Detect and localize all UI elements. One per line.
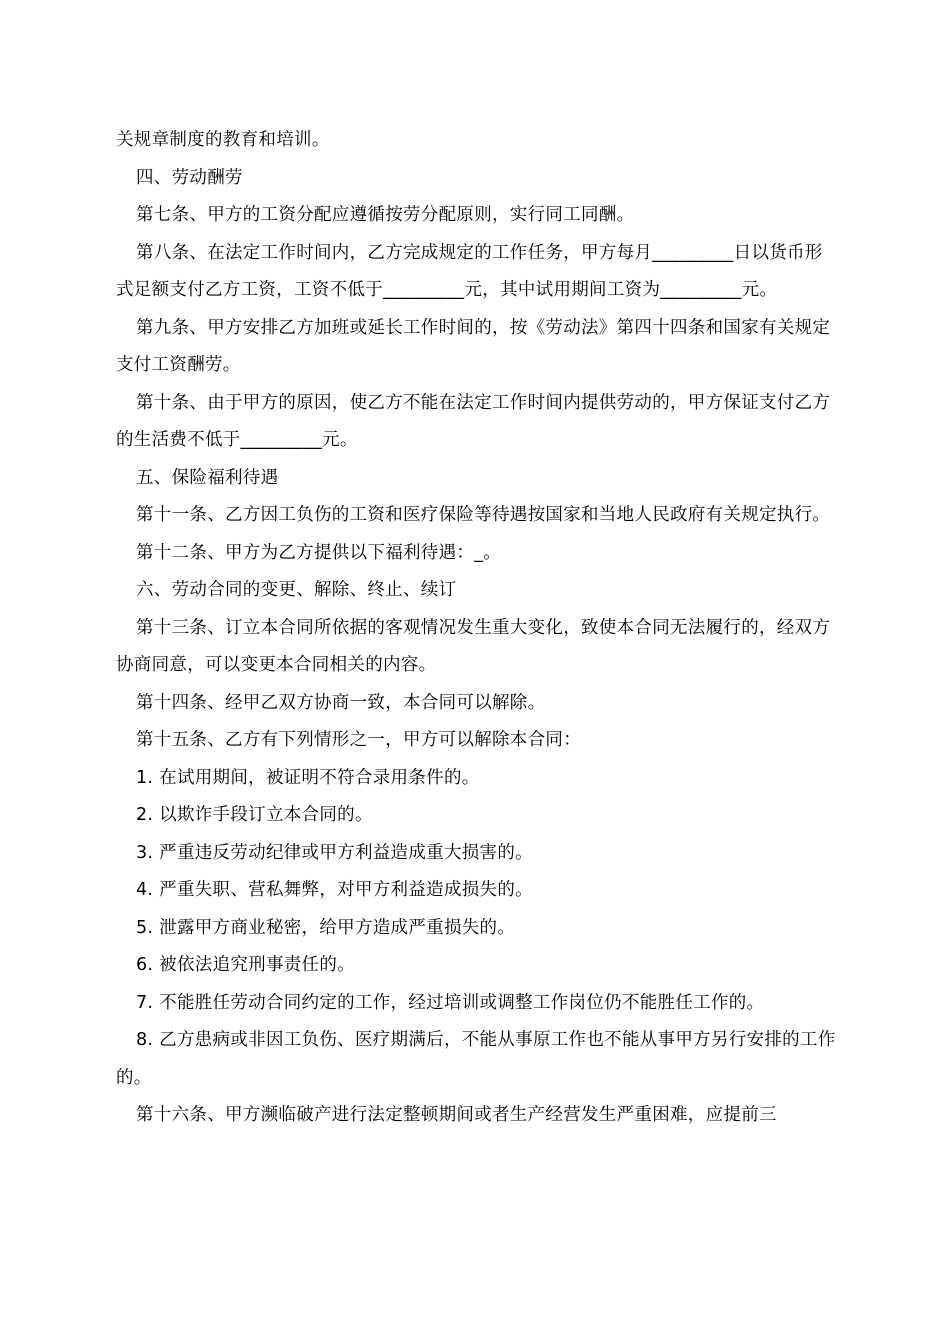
list-item-2: 2. 以欺诈手段订立本合同的。 bbox=[136, 805, 373, 825]
article-7: 第七条、甲方的工资分配应遵循按劳分配原则，实行同工同酬。 bbox=[136, 205, 635, 225]
list-item-4: 4. 严重失职、营私舞弊，对甲方利益造成损失的。 bbox=[136, 880, 533, 900]
list-item-6: 6. 被依法追究刑事责任的。 bbox=[136, 955, 355, 975]
article-14: 第十四条、经甲乙双方协商一致，本合同可以解除。 bbox=[136, 692, 546, 713]
document-body bbox=[116, 122, 836, 1135]
paragraph-continuation: 关规章制度的教育和培训。 bbox=[116, 130, 330, 150]
section-heading-contract-changes: 六、劳动合同的变更、解除、终止、续订 bbox=[136, 580, 457, 600]
section-heading-insurance: 五、保险福利待遇 bbox=[136, 467, 279, 488]
list-item-5: 5. 泄露甲方商业秘密，给甲方造成严重损失的。 bbox=[136, 917, 516, 938]
article-16: 第十六条、甲方濒临破产进行法定整顿期间或者生产经营发生严重困难，应提前三 bbox=[136, 1105, 777, 1125]
list-item-1: 1. 在试用期间，被证明不符合录用条件的。 bbox=[136, 767, 480, 788]
article-13: 第十三条、订立本合同所依据的客观情况发生重大变化，致使本合同无法履行的，经双方协商同意，可以变更本合同相关的内容。 bbox=[116, 617, 831, 675]
article-10: 第十条、由于甲方的原因，使乙方不能在法定工作时间内提供劳动的，甲方保证支付乙方的生活费不低于_________元。 bbox=[116, 392, 831, 450]
article-8: 第八条、在法定工作时间内，乙方完成规定的工作任务，甲方每月_________日以货币形式足额支付乙方工资，工资不低于_________元，其中试用期间工资为_________元。 bbox=[116, 242, 823, 300]
list-item-7: 7. 不能胜任劳动合同约定的工作，经过培训或调整工作岗位仍不能胜任工作的。 bbox=[136, 992, 765, 1013]
section-heading-labor-pay: 四、劳动酬劳 bbox=[136, 167, 243, 188]
article-11: 第十一条、乙方因工负伤的工资和医疗保险等待遇按国家和当地人民政府有关规定执行。 bbox=[136, 505, 831, 525]
list-item-3: 3. 严重违反劳动纪律或甲方利益造成重大损害的。 bbox=[136, 842, 533, 863]
article-15: 第十五条、乙方有下列情形之一，甲方可以解除本合同： bbox=[136, 730, 581, 750]
article-12: 第十二条、甲方为乙方提供以下福利待遇：_。 bbox=[136, 542, 502, 563]
article-9: 第九条、甲方安排乙方加班或延长工作时间的，按《劳动法》第四十四条和国家有关规定支付工资酬劳。 bbox=[116, 317, 831, 375]
list-item-8: 8. 乙方患病或非因工负伤、医疗期满后，不能从事原工作也不能从事甲方另行安排的工作的。 bbox=[116, 1030, 836, 1088]
